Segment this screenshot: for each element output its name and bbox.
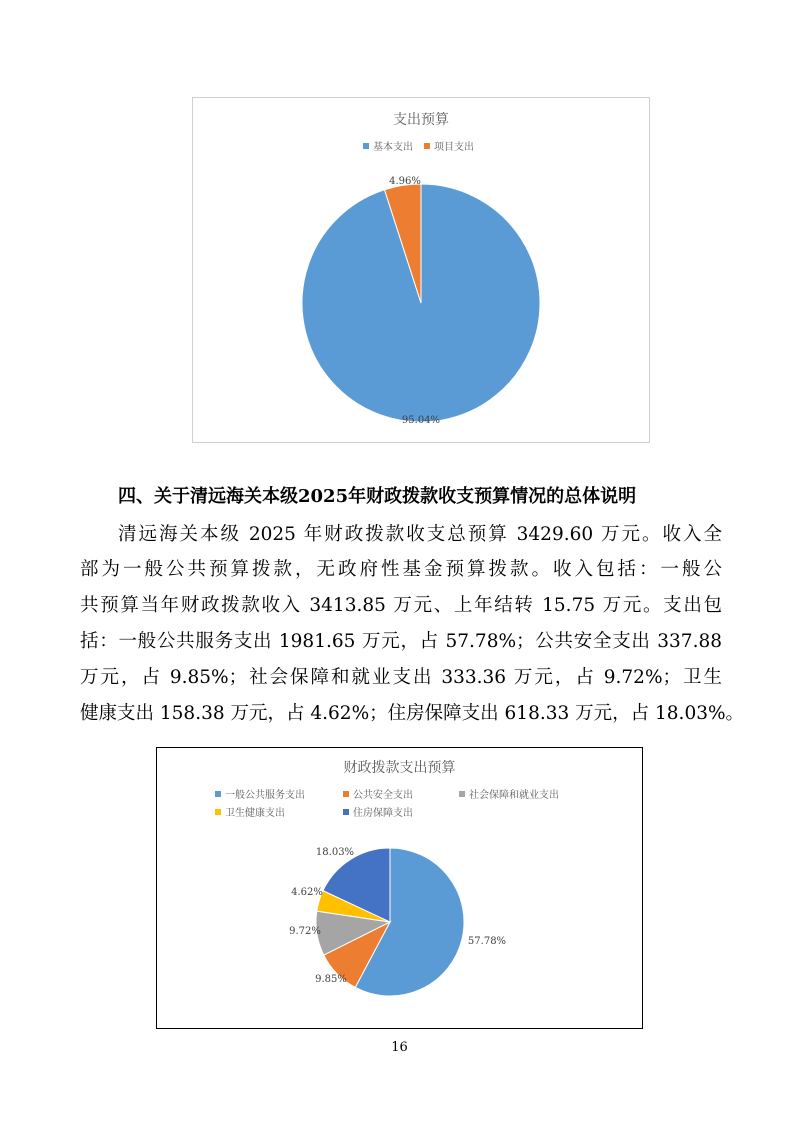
expenditure-budget-pie-chart — [192, 97, 650, 443]
pie-plot — [157, 748, 642, 1028]
legend-label: 项目支出 — [434, 142, 474, 153]
pie-plot — [193, 98, 649, 442]
paragraph-line: 健康支出 158.38 万元，占 4.62%；住房保障支出 618.33 万元，占 18.03%。 — [80, 703, 745, 724]
paragraph-line: 括：一般公共服务支出 1981.65 万元，占 57.78%；公共安全支出 337.88 — [80, 631, 722, 652]
paragraph-line: 共预算当年财政拨款收入 3413.85 万元、上年结转 15.75 万元。支出包 — [80, 595, 722, 616]
legend-label: 社会保障和就业支出 — [469, 790, 559, 801]
data-label-1: 57.78% — [467, 936, 507, 947]
data-label-4: 4.62% — [291, 887, 323, 898]
legend-label: 公共安全支出 — [353, 790, 413, 801]
legend-label: 一般公共服务支出 — [225, 790, 305, 801]
chart-title: 支出预算 — [393, 112, 449, 128]
page-number: 16 — [391, 1040, 408, 1055]
data-label-3: 9.72% — [289, 926, 321, 937]
legend-label: 卫生健康支出 — [225, 808, 285, 819]
data-label-5: 18.03% — [315, 847, 355, 858]
paragraph-line: 清远海关本级 2025 年财政拨款收支总预算 3429.60 万元。收入全 — [118, 524, 722, 545]
fiscal-appropriation-expenditure-pie-chart — [156, 747, 643, 1029]
legend-label: 基本支出 — [373, 142, 413, 153]
legend-label: 住房保障支出 — [353, 808, 413, 819]
data-label-1: 95.04% — [401, 415, 441, 426]
chart-title: 财政拨款支出预算 — [343, 760, 456, 776]
paragraph-line: 万元，占 9.85%；社会保障和就业支出 333.36 万元，占 9.72%；卫生 — [80, 667, 722, 688]
data-label-2: 9.85% — [315, 974, 347, 985]
paragraph-line: 部为一般公共预算拨款，无政府性基金预算拨款。收入包括：一般公 — [80, 559, 722, 580]
data-label-2: 4.96% — [389, 176, 421, 187]
section-heading: 四、关于清远海关本级2025年财政拨款收支预算情况的总体说明 — [118, 486, 637, 507]
